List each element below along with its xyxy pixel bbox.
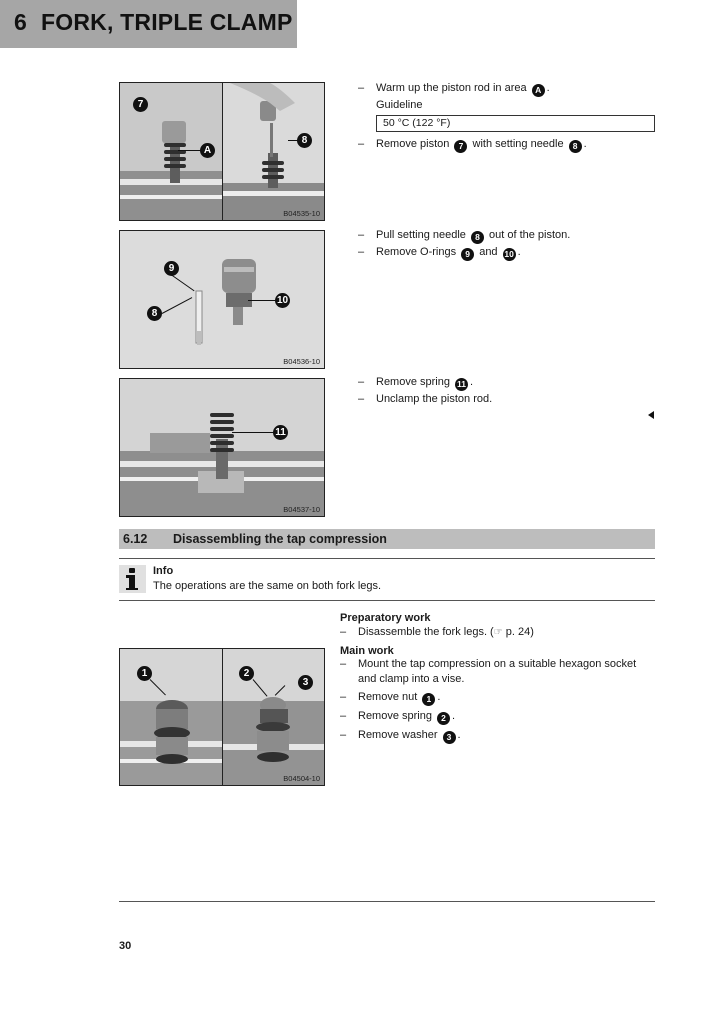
dash: – (358, 246, 365, 258)
dash: – (358, 393, 365, 405)
figure-setting-needle (119, 230, 325, 369)
dash: – (340, 691, 347, 703)
step-row (340, 728, 636, 744)
ref-callout-A: A (532, 84, 545, 97)
step-row (340, 709, 636, 725)
leader-line (232, 432, 274, 433)
ref-callout-7: 7 (454, 140, 467, 153)
callout-9: 9 (164, 261, 179, 276)
ref-callout-1: 1 (422, 693, 435, 706)
leader-line (248, 300, 276, 301)
ref-callout-3: 3 (443, 731, 456, 744)
guideline-label-text: Guideline (376, 99, 423, 111)
dash: – (340, 658, 347, 670)
chapter-header (0, 0, 297, 48)
dash: – (340, 710, 347, 722)
step-text: Remove spring (376, 376, 454, 388)
dash: – (358, 376, 365, 388)
step-row (358, 391, 492, 408)
period: . (517, 246, 521, 258)
step-text: out of the piston. (485, 229, 571, 241)
step-text: Unclamp the piston rod. (376, 393, 493, 405)
figure-spring-removal-illustration (120, 379, 325, 517)
main-steps (340, 657, 636, 744)
step-row (358, 227, 570, 244)
section-number: 6.12 (123, 532, 148, 546)
divider (119, 600, 655, 601)
step-row (358, 374, 492, 391)
steps-block-3 (358, 374, 492, 408)
step-text: and clamp into a vise. (358, 673, 465, 685)
dash: – (358, 138, 365, 150)
info-text: The operations are the same on both fork legs. (153, 580, 382, 592)
page-reference-icon[interactable]: ☞ (493, 627, 503, 638)
ref-callout-8: 8 (471, 231, 484, 244)
step-row (340, 690, 636, 706)
step-text: Remove O-rings (376, 246, 460, 258)
ref-callout-11: 11 (457, 379, 467, 389)
period: . (583, 138, 587, 150)
step-text: Remove nut (358, 691, 421, 703)
period: . (546, 82, 550, 94)
dash: – (358, 229, 365, 241)
end-of-procedure-icon (648, 411, 654, 419)
dash: – (358, 82, 365, 94)
step-text: Remove washer (358, 729, 441, 741)
figure-code: B04504-10 (283, 774, 320, 783)
preparatory-steps (340, 624, 534, 641)
ref-callout-8: 8 (569, 140, 582, 153)
step-text: Disassemble the fork legs. ( (358, 626, 494, 638)
figure-code: B04536-10 (283, 357, 320, 366)
steps-block-1 (358, 80, 550, 114)
steps-block-1b (358, 136, 587, 153)
guideline-value: 50 °C (122 °F) (376, 115, 655, 132)
step-row (358, 244, 570, 261)
callout-1: 1 (137, 666, 152, 681)
step-text: with setting needle (469, 138, 567, 150)
page-number: 30 (119, 940, 132, 952)
step-row (340, 657, 636, 672)
callout-7: 7 (133, 97, 148, 112)
steps-block-2 (358, 227, 570, 261)
ref-callout-9: 9 (461, 248, 474, 261)
callout-3: 3 (298, 675, 313, 690)
ref-callout-2: 2 (437, 712, 450, 725)
step-text: Mount the tap compression on a suitable hexagon socket (358, 658, 637, 670)
figure-setting-needle-illustration (120, 231, 325, 369)
step-text: Pull setting needle (376, 229, 469, 241)
step-text: Remove spring (358, 710, 436, 722)
figure-tap-compression (119, 648, 325, 786)
chapter-number: 6 (14, 9, 27, 35)
section-title: Disassembling the tap compression (173, 532, 387, 546)
step-row (340, 624, 534, 641)
callout-8: 8 (147, 306, 162, 321)
period: . (470, 376, 474, 388)
ref-callout-10: 10 (504, 249, 514, 259)
callout-8: 8 (297, 133, 312, 148)
step-text: Warm up the piston rod in area (376, 82, 530, 94)
callout-10: 10 (276, 295, 289, 306)
figure-spring-removal (119, 378, 325, 517)
period: . (452, 710, 456, 722)
footer-divider (119, 901, 655, 902)
callout-2: 2 (239, 666, 254, 681)
page-reference-link[interactable]: p. 24) (502, 626, 534, 638)
dash: – (340, 626, 347, 638)
figure-piston-removal (119, 82, 325, 221)
info-icon (119, 565, 146, 593)
step-row (358, 136, 587, 153)
dash: – (340, 729, 347, 741)
callout-11: 11 (273, 425, 288, 440)
divider (119, 558, 655, 559)
chapter-title: FORK, TRIPLE CLAMP (41, 9, 293, 35)
step-row (358, 80, 550, 97)
figure-code: B04535-10 (283, 209, 320, 218)
step-text: and (476, 246, 501, 258)
period: . (457, 729, 461, 741)
guideline-label (358, 97, 550, 114)
period: . (437, 691, 441, 703)
step-row-continued (340, 672, 636, 687)
figure-code: B04537-10 (283, 505, 320, 514)
info-title: Info (153, 565, 174, 577)
callout-A: A (200, 143, 215, 158)
step-text: Remove piston (376, 138, 453, 150)
section-heading (119, 529, 655, 549)
preparatory-work-heading: Preparatory work (340, 612, 431, 624)
main-work-heading: Main work (340, 645, 394, 657)
